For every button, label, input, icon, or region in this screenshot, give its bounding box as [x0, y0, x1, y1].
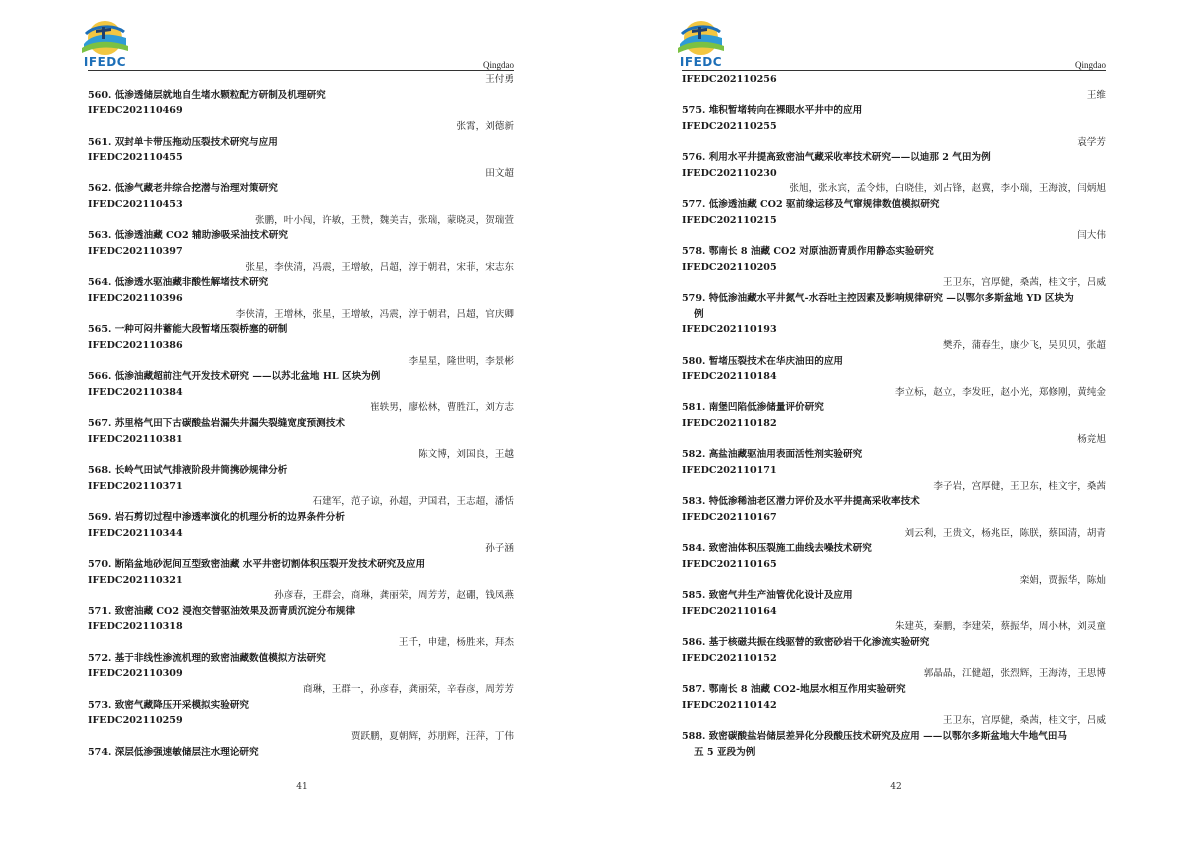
header-location: Qingdao: [1075, 60, 1106, 70]
author-list: 王千，申建，杨胜来，拜杰: [398, 637, 514, 649]
author-list: 袁学芳: [1077, 136, 1106, 148]
author-list: 杨竞旭: [1077, 433, 1106, 445]
author-list: 孙彦春，王群会，商琳，龚丽荣，周芳芳，赵硼，钱凤燕: [274, 590, 514, 602]
author-list: 张星，李侠清，冯震，王增敏，吕超，淳于朝君，宋菲，宋志东: [245, 261, 514, 273]
paper-id: IFEDC202110386: [88, 339, 183, 351]
header-divider: [88, 70, 514, 71]
paper-id: IFEDC202110256: [682, 74, 777, 85]
paper-title: 562. 低渗气藏老井综合挖潜与治理对策研究: [88, 183, 278, 195]
paper-title: 576. 利用水平井提高致密油气藏采收率技术研究——以迪那 2 气田为例: [682, 152, 991, 164]
abstract-list: [682, 72, 1106, 760]
paper-title: 574. 深层低渗强速敏储层注水理论研究: [88, 746, 259, 758]
paper-id: IFEDC202110164: [682, 605, 777, 617]
paper-title: 585. 致密气井生产油管优化设计及应用: [682, 590, 853, 602]
logo-text: IFEDC: [83, 55, 127, 69]
author-list: 李子岩，宫厚健，王卫东，桂文宇，桑茜: [933, 480, 1106, 492]
paper-id: IFEDC202110182: [682, 418, 777, 430]
paper-title: 571. 致密油藏 CO2 浸泡交替驱油效果及沥青质沉淀分布规律: [88, 605, 356, 617]
abstract-list: [88, 72, 514, 760]
author-list: 李侠清，王增林，张星，王增敏，冯震，淳于朝君，吕超，官庆卿: [235, 308, 514, 320]
paper-title: 586. 基于核磁共振在线驱替的致密砂岩干化渗流实验研究: [682, 637, 930, 649]
paper-id: IFEDC202110381: [88, 433, 183, 445]
author-list: 石建军，范子谅，孙超，尹国君，王志超，潘恬: [312, 496, 514, 508]
paper-id: IFEDC202110455: [88, 152, 183, 164]
author-list: 刘云利，王贵文，杨兆臣，陈朕，蔡国清，胡青: [904, 527, 1106, 539]
author-list: 郭晶晶，江健超，张烈辉，王海涛，王思博: [923, 668, 1106, 680]
author-list: 贾跃鹏，夏朝辉，苏朋辉，汪萍，丁伟: [350, 730, 514, 742]
paper-id: IFEDC202110171: [682, 465, 777, 477]
paper-id: IFEDC202110344: [88, 527, 183, 539]
paper-id: IFEDC202110309: [88, 668, 183, 680]
paper-title: 560. 低渗透储层就地自生堵水颗粒配方研制及机理研究: [88, 89, 326, 101]
author-list: 崔轶男，廖松林，曹胜江，刘方志: [370, 402, 514, 414]
paper-title: 567. 苏里格气田下古碳酸盐岩漏失井漏失裂缝宽度预测技术: [88, 418, 345, 430]
paper-title: 569. 岩石剪切过程中渗透率演化的机理分析的边界条件分析: [88, 511, 345, 523]
page-number: 42: [890, 782, 902, 792]
author-list: 李星星，隆世明，李景彬: [408, 355, 514, 367]
header-location: Qingdao: [483, 60, 514, 70]
paper-id: IFEDC202110453: [88, 199, 183, 211]
author-list: 王卫东，宫厚健，桑茜，桂文宇，吕威: [942, 277, 1106, 289]
paper-title: 561. 双封单卡带压拖动压裂技术研究与应用: [88, 136, 278, 148]
paper-id: IFEDC202110397: [88, 246, 183, 258]
paper-id: IFEDC202110205: [682, 261, 777, 273]
paper-title: 570. 断陷盆地砂泥间互型致密油藏 水平井密切割体积压裂开发技术研究及应用: [88, 558, 426, 570]
paper-title: 587. 鄂南长 8 油藏 CO2-地层水相互作用实验研究: [682, 683, 906, 695]
paper-title: 581. 南堡凹陷低渗储量评价研究: [682, 402, 824, 414]
paper-title: 573. 致密气藏降压开采模拟实验研究: [88, 699, 250, 711]
ifedc-emblem-icon: [674, 18, 728, 56]
ifedc-logo: [674, 18, 728, 70]
author-list: 闫大伟: [1077, 230, 1106, 242]
paper-id: IFEDC202110255: [682, 120, 777, 132]
paper-title: 568. 长岭气田试气排液阶段井筒携砂规律分析: [88, 465, 288, 477]
paper-id: IFEDC202110469: [88, 105, 183, 117]
paper-title: 584. 致密油体积压裂施工曲线去噪技术研究: [682, 543, 872, 555]
paper-id: IFEDC202110318: [88, 621, 183, 633]
paper-title: 575. 堆积暂堵转向在裸眼水平井中的应用: [682, 105, 863, 117]
paper-title: 577. 低渗透油藏 CO2 驱前缘运移及气窜规律数值模拟研究: [682, 199, 940, 211]
paper-title-continuation: 例: [694, 308, 704, 320]
paper-id: IFEDC202110230: [682, 167, 777, 179]
paper-id: IFEDC202110184: [682, 371, 777, 383]
paper-id: IFEDC202110259: [88, 715, 183, 727]
paper-title: 563. 低渗透油藏 CO2 辅助渗吸采油技术研究: [88, 230, 288, 242]
paper-title: 582. 高盐油藏驱油用表面活性剂实验研究: [682, 449, 863, 461]
paper-title: 564. 低渗透水驱油藏非酸性解堵技术研究: [88, 277, 269, 289]
paper-id: IFEDC202110384: [88, 386, 183, 398]
paper-title: 578. 鄂南长 8 油藏 CO2 对原油沥青质作用静态实验研究: [682, 246, 934, 258]
paper-id: IFEDC202110215: [682, 214, 777, 226]
author-list: 王付勇: [485, 74, 514, 85]
author-list: 陈文博，刘国良，王越: [418, 449, 514, 461]
paper-title-continuation: 五 5 亚段为例: [694, 746, 756, 758]
paper-title: 580. 暂堵压裂技术在华庆油田的应用: [682, 355, 844, 367]
author-list: 张旭，张永宾，孟令炜，白晓佳，刘占锋，赵冀，李小瑞，王海波，闫炳旭: [789, 183, 1106, 195]
paper-title: 588. 致密碳酸盐岩储层差异化分段酸压技术研究及应用 ——以鄂尔多斯盆地大牛地气田马: [682, 730, 1068, 742]
header-divider: [682, 70, 1106, 71]
logo-text: IFEDC: [679, 55, 723, 69]
paper-id: IFEDC202110167: [682, 511, 777, 523]
author-list: 王卫东，宫厚健，桑茜，桂文宇，吕威: [942, 715, 1106, 727]
author-list: 朱建英，秦鹏，李建荣，蔡振华，周小林，刘灵童: [894, 621, 1106, 633]
ifedc-emblem-icon: [78, 18, 132, 56]
ifedc-logo: [78, 18, 132, 70]
paper-id: IFEDC202110371: [88, 480, 183, 492]
author-list: 张鹏，叶小闯，许敏，王赞，魏美吉，张瑞，蒙晓灵，贺瑞萱: [254, 214, 514, 226]
paper-title: 572. 基于非线性渗流机理的致密油藏数值模拟方法研究: [88, 652, 326, 664]
paper-id: IFEDC202110193: [682, 324, 777, 336]
author-list: 孙子涵: [485, 543, 514, 555]
paper-title: 579. 特低渗油藏水平井氮气-水吞吐主控因素及影响规律研究 —以鄂尔多斯盆地 YD 区块为: [682, 292, 1074, 304]
paper-id: IFEDC202110152: [682, 652, 777, 664]
right-page: [596, 0, 1191, 842]
author-list: 樊乔，蒲春生，康少飞，吴贝贝，张超: [942, 339, 1106, 351]
author-list: 商琳，王群一，孙彦春，龚丽荣，辛春彦，周芳芳: [302, 683, 514, 695]
paper-title: 565. 一种可闷井蓄能大段暂堵压裂桥塞的研制: [88, 324, 288, 336]
paper-title: 566. 低渗油藏超前注气开发技术研究 ——以苏北盆地 HL 区块为例: [88, 371, 381, 383]
author-list: 李立标，赵立，李发旺，赵小光，郑修刚，黄纯金: [894, 386, 1106, 398]
paper-title: 583. 特低渗稀油老区潜力评价及水平井提高采收率技术: [682, 496, 920, 508]
paper-id: IFEDC202110142: [682, 699, 777, 711]
author-list: 张霄，刘德新: [456, 120, 514, 132]
paper-id: IFEDC202110321: [88, 574, 183, 586]
author-list: 王维: [1086, 89, 1106, 101]
page-number: 41: [296, 782, 308, 792]
paper-id: IFEDC202110396: [88, 292, 183, 304]
author-list: 田文超: [485, 167, 514, 179]
paper-id: IFEDC202110165: [682, 558, 777, 570]
author-list: 栾娟，贾振华，陈灿: [1019, 574, 1106, 586]
